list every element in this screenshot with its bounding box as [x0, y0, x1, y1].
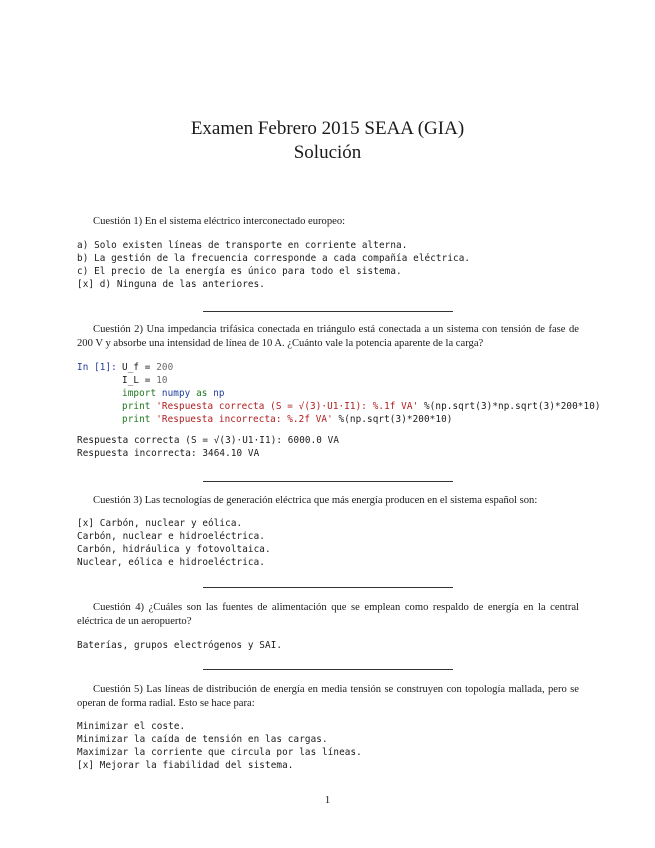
question-1-text: Cuestión 1) En el sistema eléctrico interconectado europeo:	[93, 216, 346, 227]
divider	[203, 311, 453, 312]
code-output-line-2: Respuesta incorrecta: 3464.10 VA	[77, 448, 260, 459]
q5-option-1: Minimizar el coste.	[77, 721, 186, 732]
q1-option-b: b) La gestión de la frecuencia corresponde a cada compañía eléctrica.	[77, 253, 471, 264]
q3-option-2: Carbón, nuclear e hidroeléctrica.	[77, 531, 266, 542]
divider	[203, 587, 453, 588]
page-subtitle: Solución	[293, 142, 362, 163]
code-line-2: I_L = 10	[122, 375, 168, 386]
code-cell-prompt: In [1]:	[77, 362, 117, 373]
q5-option-3: Maximizar la corriente que circula por las líneas.	[77, 747, 362, 758]
question-2-text: Cuestión 2) Una impedancia trifásica conectada en triángulo está conectada a un sistema con tensión de fase de 200 V y absorbe una intensidad de línea de 10 A. ¿Cuánto vale la potencia aparente de la carga?	[77, 324, 579, 349]
q4-answer: Baterías, grupos electrógenos y SAI.	[77, 640, 283, 651]
question-4-text: Cuestión 4) ¿Cuáles son las fuentes de alimentación que se emplean como respaldo de energía en la central eléctrica de un aeropuerto?	[77, 602, 579, 627]
page-number: 1	[324, 794, 331, 806]
page-title: Examen Febrero 2015 SEAA (GIA)	[190, 118, 465, 139]
divider	[203, 669, 453, 670]
q1-option-a: a) Solo existen líneas de transporte en corriente alterna.	[77, 240, 408, 251]
question-3-text: Cuestión 3) Las tecnologías de generación eléctrica que más energía producen en el sistema español son:	[93, 495, 538, 506]
divider	[203, 481, 453, 482]
code-line-5: print 'Respuesta incorrecta: %.2f VA' %(np.sqrt(3)*200*10)	[122, 414, 453, 425]
q1-option-d: [x] d) Ninguna de las anteriores.	[77, 279, 266, 290]
q3-option-4: Nuclear, eólica e hidroeléctrica.	[77, 557, 266, 568]
q3-option-1: [x] Carbón, nuclear y eólica.	[77, 518, 243, 529]
question-5-text: Cuestión 5) Las líneas de distribución de energía en media tensión se construyen con topología mallada, pero se operan de forma radial. Esto se hace para:	[77, 684, 579, 709]
q1-option-c: c) El precio de la energía es único para todo el sistema.	[77, 266, 402, 277]
q5-option-4: [x] Mejorar la fiabilidad del sistema.	[77, 760, 294, 771]
q3-option-3: Carbón, hidráulica y fotovoltaica.	[77, 544, 271, 555]
q5-option-2: Minimizar la caída de tensión en las cargas.	[77, 734, 328, 745]
code-line-1: U_f = 200	[122, 362, 174, 373]
code-line-4: print 'Respuesta correcta (S = √(3)·U1·I1): %.1f VA' %(np.sqrt(3)*np.sqrt(3)*200*10)	[122, 401, 601, 412]
code-output-line-1: Respuesta correcta (S = √(3)·U1·I1): 6000.0 VA	[77, 435, 340, 446]
code-line-3: import numpy as np	[122, 388, 225, 399]
